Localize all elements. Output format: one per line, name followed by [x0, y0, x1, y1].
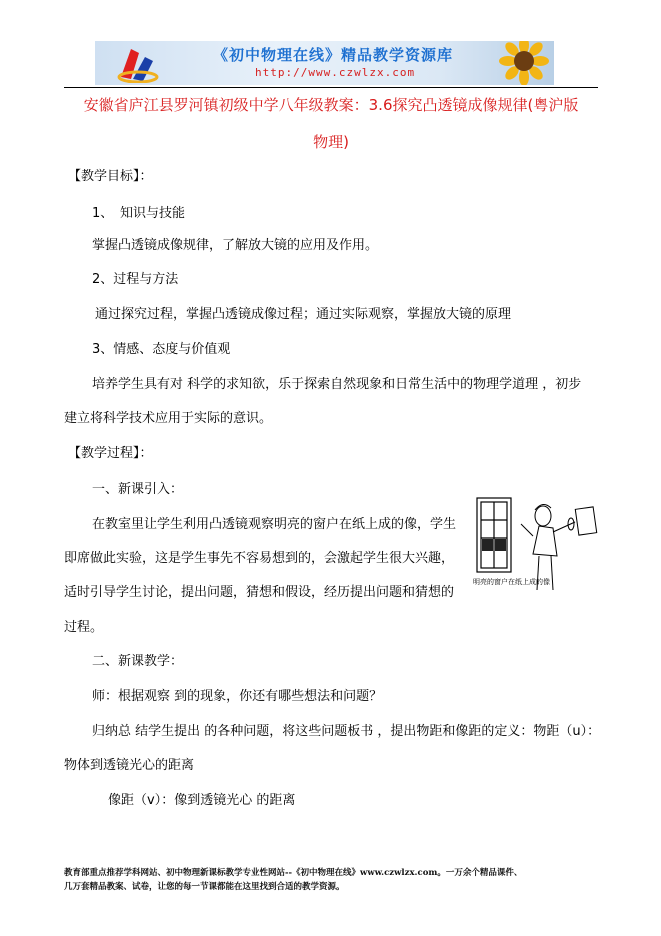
goal2-text: 通过探究过程，掌握凸透镜成像过程；通过实际观察，掌握放大镜的原理 [95, 307, 512, 322]
image-distance-definition: 像距（v）：像到透镜光心 的距离 [108, 793, 296, 808]
document-title-line1: 安徽省庐江县罗河镇初级中学八年级教案：3.6探究凸透镜成像规律(粤沪版 [83, 96, 579, 114]
logo-icon [117, 43, 159, 83]
header-banner [95, 41, 554, 85]
figure-caption: 明亮的窗户在纸上成的像 [473, 578, 550, 586]
goal1-number: 1、 [92, 206, 114, 221]
banner-url[interactable]: http://www.czwlzx.com [255, 66, 416, 79]
intro-heading: 一、新课引入： [92, 482, 184, 497]
new-lesson-heading: 二、新课教学： [92, 654, 184, 669]
intro-line2: 即席做此实验，这是学生事先不容易想到的，会激起学生很大兴趣， [64, 551, 455, 566]
intro-line4: 过程。 [64, 620, 104, 635]
document-title-line2: 物理) [313, 133, 349, 151]
goal3-title: 3、情感、态度与价值观 [92, 342, 231, 357]
process-heading: 【教学过程】： [68, 446, 153, 461]
banner-title: 《初中物理在线》精品教学资源库 [213, 46, 454, 64]
footer-line2: 几万套精品教案、试卷，让您的每一节课都能在这里找到合适的教学资源。 [64, 882, 345, 892]
goal2-title: 2、过程与方法 [92, 272, 179, 287]
goals-heading: 【教学目标】： [68, 169, 153, 184]
intro-line3: 适时引导学生讨论，提出问题，猜想和假设，经历提出问题和猜想的 [64, 585, 455, 600]
intro-line1: 在教室里让学生利用凸透镜观察明亮的窗户在纸上成的像，学生 [92, 517, 457, 532]
goal3-text-line1: 培养学生具有对 科学的求知欲，乐于探索自然现象和日常生活中的物理学道理 ，初步 [92, 377, 582, 392]
goal1-text: 掌握凸透镜成像规律，了解放大镜的应用及作用。 [92, 238, 379, 253]
goal3-text-line2: 建立将科学技术应用于实际的意识。 [64, 411, 273, 426]
teacher-question: 师：根据观察 到的现象，你还有哪些想法和问题？ [92, 689, 383, 704]
footer-line1: 教育部重点推荐学科网站、初中物理新课标教学专业性网站--《初中物理在线》www.czwlzx.com。一万余个精品课件、 [64, 868, 523, 878]
sunflower-icon [490, 41, 552, 85]
summary-line1: 归纳总 结学生提出 的各种问题，将这些问题板书 ，提出物距和像距的定义：物距（u）： [92, 724, 601, 739]
summary-line2: 物体到透镜光心的距离 [64, 758, 195, 773]
footer-note [64, 866, 604, 894]
goal1-title: 知识与技能 [120, 206, 186, 221]
